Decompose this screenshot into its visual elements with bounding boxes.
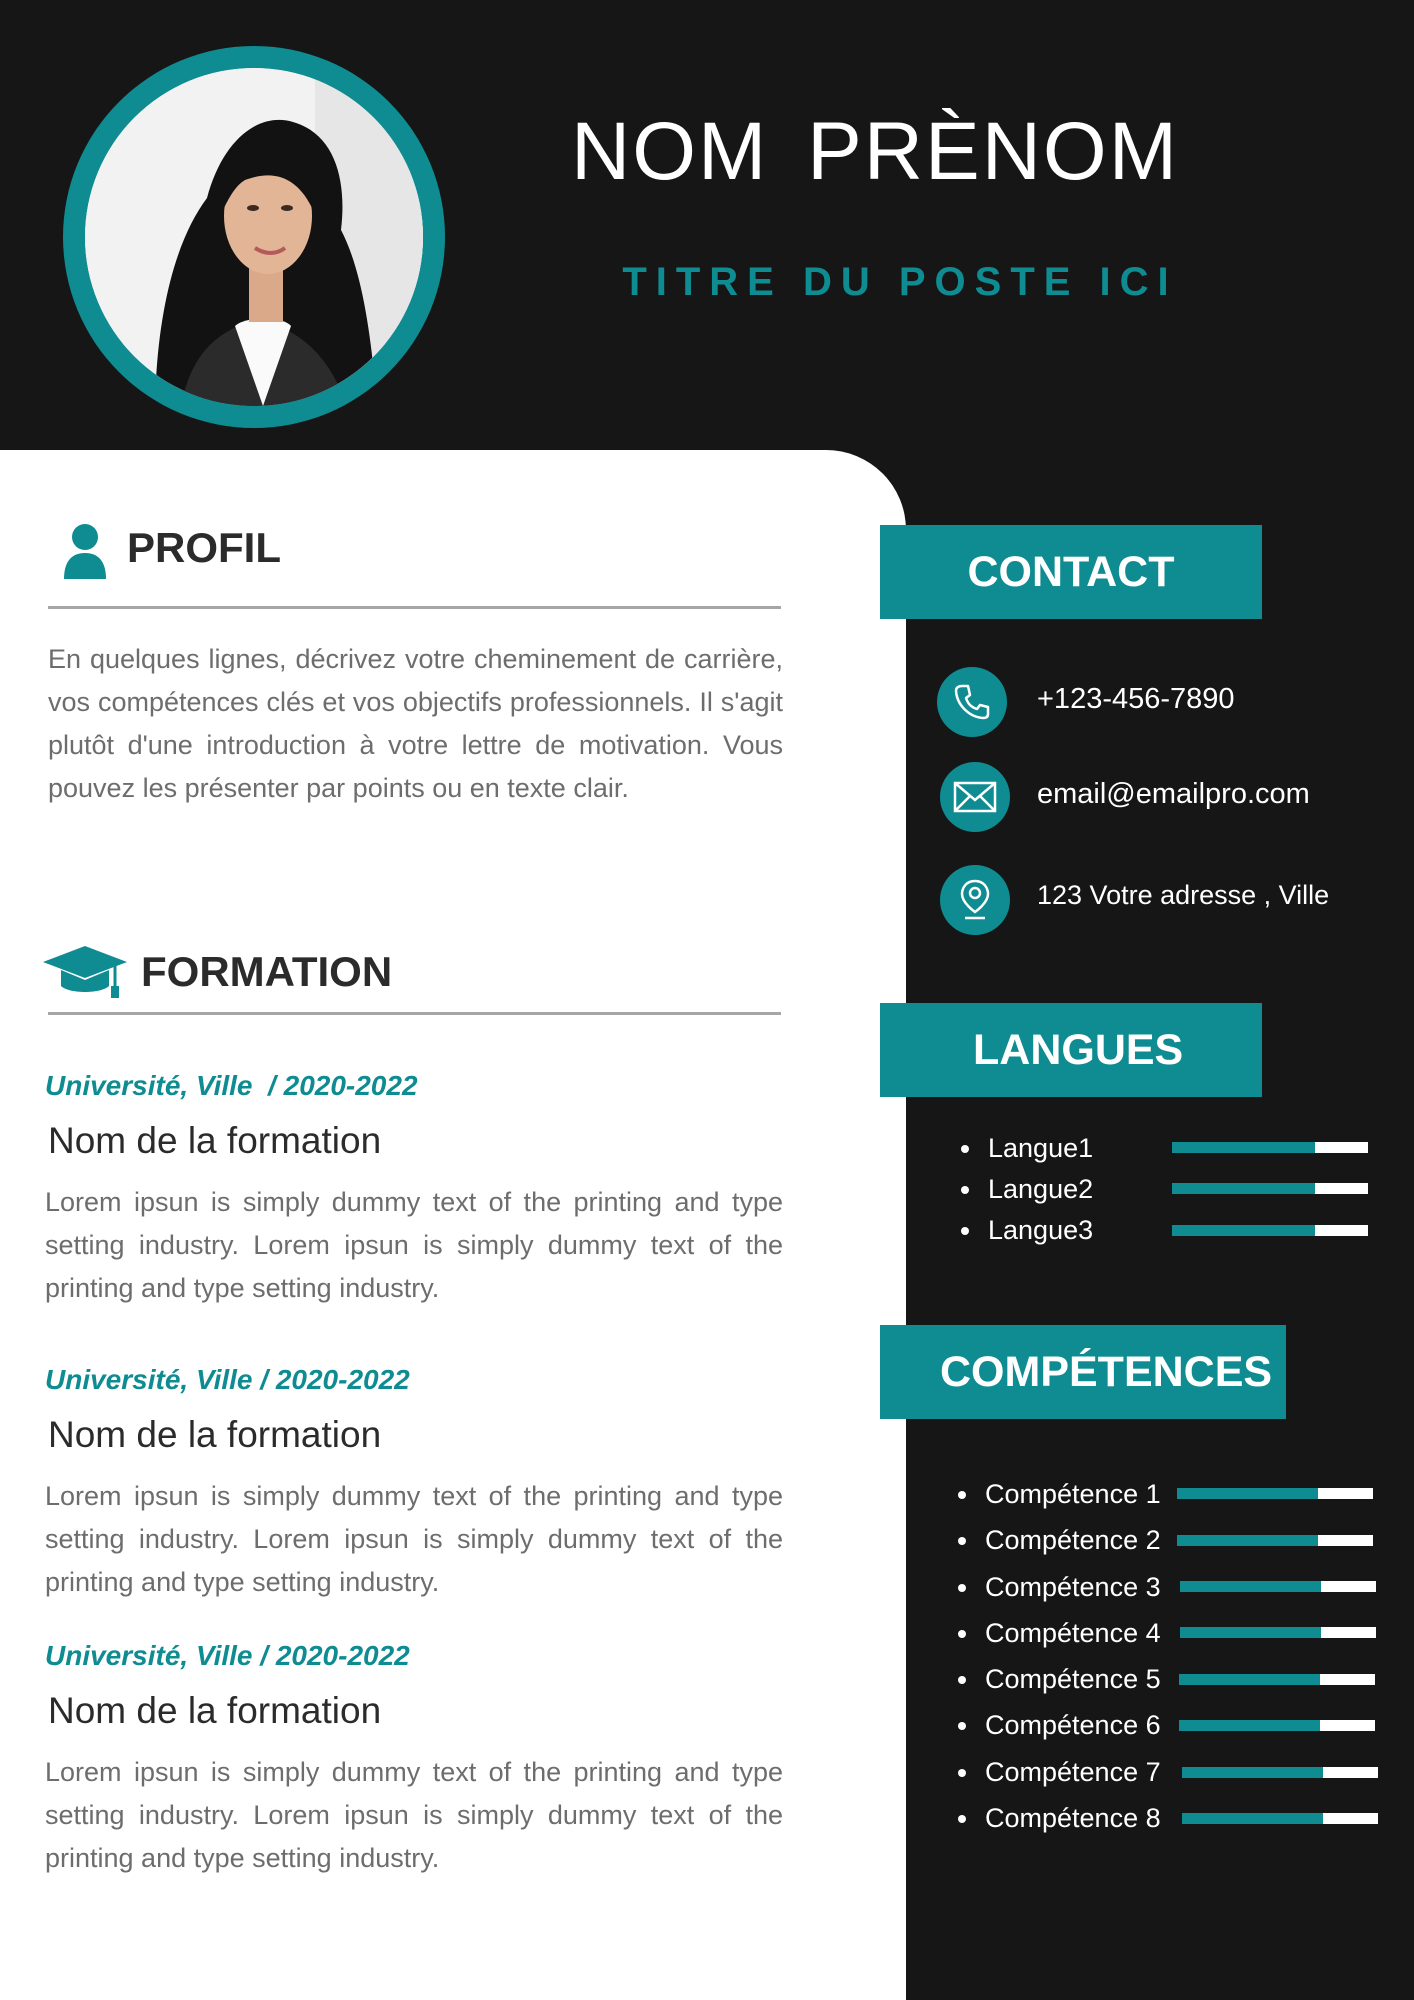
skill-label: Compétence 7 xyxy=(985,1757,1161,1787)
skill-level-bar xyxy=(1182,1813,1378,1824)
skill-label: Compétence 3 xyxy=(985,1572,1161,1602)
skills-heading: COMPÉTENCES xyxy=(880,1325,1286,1419)
skill-level-bar xyxy=(1179,1674,1375,1685)
email-address: email@emailpro.com xyxy=(1037,778,1310,810)
education-description: Lorem ipsun is simply dummy text of the printing and type setting industry. Lorem ipsun is simply dummy text of the printing and type setting industry. xyxy=(45,1481,783,1597)
postal-address: 123 Votre adresse , Ville xyxy=(1037,880,1330,910)
profile-title: PROFIL xyxy=(127,524,281,571)
skill-level-bar xyxy=(1177,1488,1373,1499)
language-level-fill xyxy=(1172,1225,1315,1236)
skill-level-fill xyxy=(1179,1674,1320,1685)
skill-level-fill xyxy=(1180,1627,1321,1638)
education-meta: Université, Ville / 2020-2022 xyxy=(45,1364,410,1395)
language-level-bar xyxy=(1172,1183,1368,1194)
skill-label: Compétence 5 xyxy=(985,1664,1161,1694)
full-name: NOM PRÈNOM xyxy=(571,106,1179,197)
language-level-bar xyxy=(1172,1225,1368,1236)
person-icon xyxy=(62,523,108,584)
skill-level-fill xyxy=(1180,1581,1321,1592)
education-description: Lorem ipsun is simply dummy text of the printing and type setting industry. Lorem ipsun is simply dummy text of the printing and type setting industry. xyxy=(45,1187,783,1303)
skill-level-fill xyxy=(1179,1720,1320,1731)
education-name: Nom de la formation xyxy=(48,1414,382,1455)
education-divider xyxy=(48,1012,781,1015)
language-level-bar xyxy=(1172,1142,1368,1153)
skill-label: Compétence 1 xyxy=(985,1479,1161,1509)
skill-level-fill xyxy=(1182,1767,1323,1778)
education-description: Lorem ipsun is simply dummy text of the printing and type setting industry. Lorem ipsun is simply dummy text of the printing and type setting industry. xyxy=(45,1757,783,1873)
education-meta: Université, Ville / 2020-2022 xyxy=(45,1070,418,1101)
header xyxy=(0,0,1414,450)
phone-icon xyxy=(937,667,1007,737)
skill-level-bar xyxy=(1180,1581,1376,1592)
skill-level-fill xyxy=(1182,1813,1323,1824)
languages-heading: LANGUES xyxy=(880,1003,1262,1097)
envelope-icon xyxy=(940,762,1010,832)
skill-level-bar xyxy=(1182,1767,1378,1778)
skill-level-bar xyxy=(1177,1535,1373,1546)
profile-divider xyxy=(48,606,781,609)
profile-photo-frame xyxy=(63,46,445,428)
skill-level-fill xyxy=(1177,1535,1318,1546)
language-level-fill xyxy=(1172,1183,1315,1194)
language-label: Langue3 xyxy=(988,1215,1094,1245)
education-name: Nom de la formation xyxy=(48,1690,382,1731)
profile-text: En quelques lignes, décrivez votre cheminement de carrière, vos compétences clés et vos objectifs professionnels. Il s'agit plutôt d'une introduction à votre lettre de motivation. Vous pouvez les présenter par points ou en texte clair. xyxy=(48,644,783,803)
job-title: TITRE DU POSTE ICI xyxy=(622,260,1178,304)
skill-level-bar xyxy=(1179,1720,1375,1731)
graduation-cap-icon xyxy=(43,944,127,1005)
education-name: Nom de la formation xyxy=(48,1120,382,1161)
skill-label: Compétence 6 xyxy=(985,1710,1161,1740)
language-label: Langue2 xyxy=(988,1174,1094,1204)
language-level-fill xyxy=(1172,1142,1315,1153)
skill-level-fill xyxy=(1177,1488,1318,1499)
education-meta: Université, Ville / 2020-2022 xyxy=(45,1640,410,1671)
contact-heading: CONTACT xyxy=(880,525,1262,619)
language-label: Langue1 xyxy=(988,1133,1094,1163)
profile-photo xyxy=(85,68,423,406)
skill-label: Compétence 2 xyxy=(985,1525,1161,1555)
education-title: FORMATION xyxy=(141,948,393,995)
phone-number: +123-456-7890 xyxy=(1037,683,1235,715)
skill-label: Compétence 8 xyxy=(985,1803,1161,1833)
skill-label: Compétence 4 xyxy=(985,1618,1161,1648)
location-pin-icon xyxy=(940,865,1010,935)
skill-level-bar xyxy=(1180,1627,1376,1638)
